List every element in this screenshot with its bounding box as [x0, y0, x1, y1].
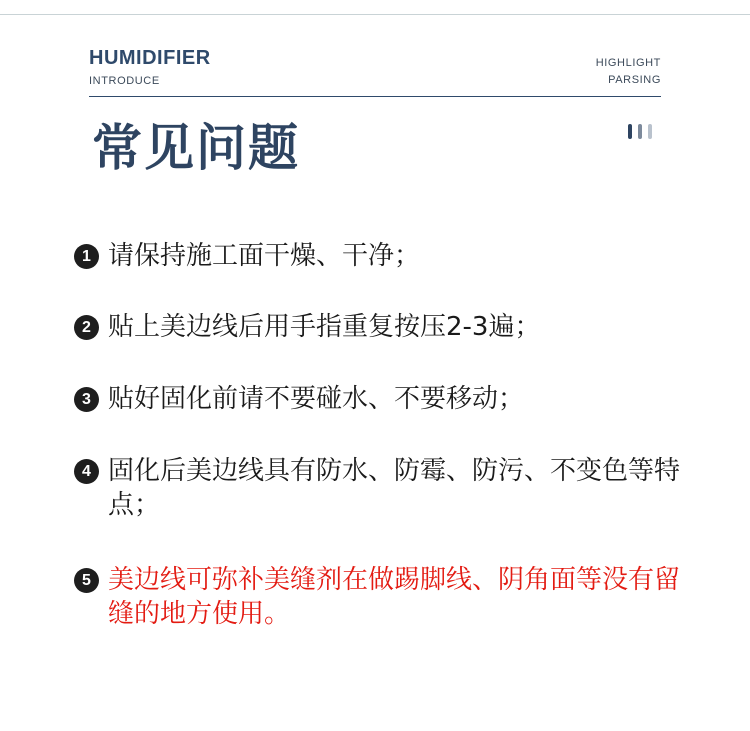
faq-text: 固化后美边线具有防水、防霉、防污、不变色等特点； — [108, 456, 681, 520]
brand-subtitle: INTRODUCE — [89, 75, 160, 87]
faq-text: 贴好固化前请不要碰水、不要移动； — [108, 384, 525, 414]
header-brand — [89, 47, 211, 87]
number-badge-icon: 3 — [74, 387, 99, 412]
faq-item-2 — [74, 310, 694, 344]
brand-title: HUMIDIFIER — [89, 47, 211, 69]
bar-mid — [638, 124, 642, 139]
faq-text-highlight: 美边线可弥补美缝剂在做踢脚线、阴角面等没有留缝的地方使用。 — [108, 565, 681, 629]
faq-item-3 — [74, 382, 694, 416]
bar-light — [648, 124, 652, 139]
number-badge-icon: 2 — [74, 315, 99, 340]
number-badge-icon: 4 — [74, 459, 99, 484]
faq-item-1 — [74, 239, 694, 273]
header-divider — [89, 96, 661, 97]
decorative-bars-icon — [628, 124, 652, 140]
page-title: 常见问题 — [92, 119, 300, 177]
bar-dark — [628, 124, 632, 139]
top-divider — [0, 14, 750, 15]
faq-text: 请保持施工面干燥、干净； — [108, 241, 421, 271]
header-tagline — [596, 55, 661, 89]
tagline-line-2: PARSING — [608, 74, 661, 86]
number-badge-icon: 1 — [74, 244, 99, 269]
faq-text: 贴上美边线后用手指重复按压2-3遍； — [108, 312, 541, 342]
faq-item-4 — [74, 454, 694, 522]
number-badge-icon: 5 — [74, 568, 99, 593]
tagline-line-1: HIGHLIGHT — [595, 57, 661, 69]
faq-item-5 — [74, 563, 694, 631]
